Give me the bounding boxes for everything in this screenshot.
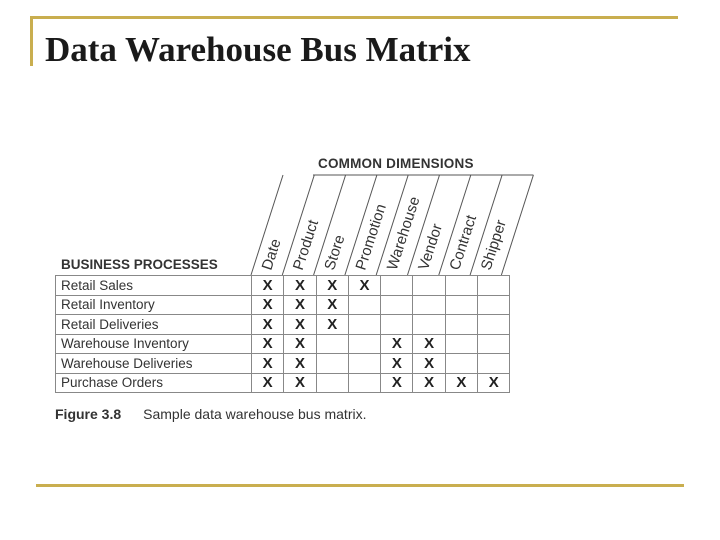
matrix-cell: X xyxy=(252,354,284,374)
matrix-row xyxy=(56,354,510,374)
matrix-cell xyxy=(413,295,445,315)
matrix-cell xyxy=(478,295,510,315)
header-divider-line xyxy=(408,175,440,275)
matrix-cell: X xyxy=(284,315,316,335)
figure-caption xyxy=(55,406,366,422)
matrix-cell: X xyxy=(252,276,284,296)
matrix-cell xyxy=(316,373,348,393)
matrix-row xyxy=(56,295,510,315)
dimension-header: Warehouse xyxy=(383,194,424,273)
matrix-cell: X xyxy=(252,334,284,354)
matrix-cell: X xyxy=(252,373,284,393)
matrix-row xyxy=(56,334,510,354)
matrix-cell xyxy=(348,354,380,374)
dimension-header: Promotion xyxy=(352,201,390,273)
matrix-cell xyxy=(348,295,380,315)
matrix-cell xyxy=(381,315,413,335)
matrix-cell: X xyxy=(316,315,348,335)
matrix-row xyxy=(56,315,510,335)
matrix-cell xyxy=(381,276,413,296)
frame-bottom-rule xyxy=(36,484,684,487)
matrix-cell xyxy=(348,373,380,393)
matrix-cell xyxy=(348,315,380,335)
process-name: Purchase Orders xyxy=(56,373,252,393)
matrix-cell xyxy=(445,276,477,296)
matrix-cell xyxy=(445,295,477,315)
matrix-cell xyxy=(413,276,445,296)
matrix-cell: X xyxy=(316,295,348,315)
dimension-header: Product xyxy=(289,217,323,273)
slide-title: Data Warehouse Bus Matrix xyxy=(45,30,471,69)
matrix-cell xyxy=(413,315,445,335)
matrix-cell: X xyxy=(478,373,510,393)
header-divider-line xyxy=(470,175,502,275)
header-divider-line xyxy=(345,175,377,275)
frame-top-rule xyxy=(30,16,678,19)
matrix-cell xyxy=(445,334,477,354)
matrix-row xyxy=(56,276,510,296)
figure-caption-text: Sample data warehouse bus matrix. xyxy=(143,406,367,422)
matrix-cell xyxy=(478,354,510,374)
matrix-cell: X xyxy=(413,354,445,374)
dimension-header: Store xyxy=(321,232,349,273)
matrix-cell: X xyxy=(252,315,284,335)
matrix-cell: X xyxy=(252,295,284,315)
bus-matrix-table xyxy=(55,275,510,393)
matrix-cell: X xyxy=(316,276,348,296)
matrix-cell: X xyxy=(413,373,445,393)
figure-number: Figure 3.8 xyxy=(55,406,122,422)
matrix-cell: X xyxy=(284,276,316,296)
matrix-cell xyxy=(445,315,477,335)
matrix-cell: X xyxy=(284,295,316,315)
matrix-cell xyxy=(316,354,348,374)
matrix-cell: X xyxy=(445,373,477,393)
process-name: Retail Inventory xyxy=(56,295,252,315)
frame-left-rule xyxy=(30,16,33,66)
process-name: Warehouse Inventory xyxy=(56,334,252,354)
matrix-cell: X xyxy=(381,334,413,354)
business-processes-label: BUSINESS PROCESSES xyxy=(61,257,218,272)
matrix-row xyxy=(56,373,510,393)
matrix-cell: X xyxy=(348,276,380,296)
common-dimensions-label: COMMON DIMENSIONS xyxy=(318,156,474,171)
header-divider-line xyxy=(282,175,314,275)
dimension-header: Shipper xyxy=(477,217,510,273)
matrix-cell xyxy=(348,334,380,354)
header-divider-line xyxy=(501,175,533,275)
header-divider-line xyxy=(251,175,283,275)
header-divider-line xyxy=(376,175,408,275)
dimension-header: Contract xyxy=(446,213,481,273)
matrix-cell xyxy=(478,315,510,335)
header-divider-line xyxy=(439,175,471,275)
matrix-cell xyxy=(478,334,510,354)
matrix-cell xyxy=(478,276,510,296)
process-name: Warehouse Deliveries xyxy=(56,354,252,374)
header-divider-line xyxy=(314,175,349,275)
matrix-cell xyxy=(445,354,477,374)
matrix-cell xyxy=(316,334,348,354)
matrix-cell: X xyxy=(381,354,413,374)
matrix-cell: X xyxy=(381,373,413,393)
dimension-header: Date xyxy=(258,236,285,273)
process-name: Retail Deliveries xyxy=(56,315,252,335)
dimension-header: Vendor xyxy=(415,221,446,273)
matrix-cell xyxy=(381,295,413,315)
matrix-cell: X xyxy=(284,334,316,354)
process-name: Retail Sales xyxy=(56,276,252,296)
matrix-cell: X xyxy=(284,354,316,374)
matrix-cell: X xyxy=(413,334,445,354)
matrix-cell: X xyxy=(284,373,316,393)
